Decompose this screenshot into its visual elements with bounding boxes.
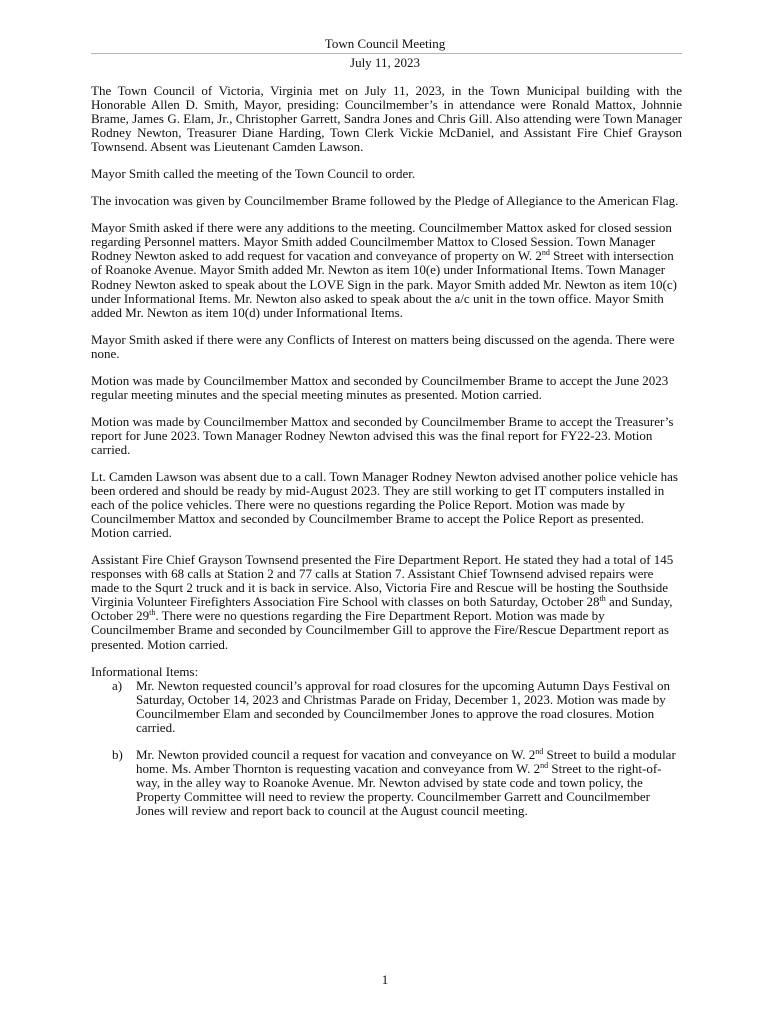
fire-report-text-3: . There were no questions regarding the Fire Department Report. Motion was made by Councilmember Brame and seconded by Councilmember Gill to approve the Fire/Rescue Department report as presented. Motion carried. — [91, 608, 669, 652]
minutes-motion-paragraph: Motion was made by Councilmember Mattox and seconded by Councilmember Brame to accept the June 2023 regular meeting minutes and the special meeting minutes as presented. Motion carried. — [91, 372, 669, 402]
informational-items-heading: Informational Items: — [91, 663, 199, 679]
informational-items-list — [91, 679, 682, 818]
header-rule — [91, 53, 682, 54]
call-to-order-paragraph: Mayor Smith called the meeting of the Town Council to order. — [91, 166, 416, 182]
list-item-text-2: Street to build a modular home. Ms. Amber Thornton is requesting vacation and conveyance from W. 2 — [136, 746, 676, 776]
document-title: Town Council Meeting — [324, 36, 446, 51]
additions-text-2: Street with intersection of Roanoke Avenue. Mayor Smith added Mr. Newton as item 10(e) under Informational Items. Town Manager Rodney Newton asked to speak about the LOVE Sign in the park. Mayor Smith added Mr. Newton as item 10(c) under Informational Items. Mr. Newton also asked to speak about the a/c unit in the town office. Mayor Smith added Mr. Newton as item 10(d) under Informational Items. — [91, 248, 677, 320]
page-number: 1 — [381, 972, 389, 987]
treasurer-motion-paragraph: Motion was made by Councilmember Mattox and seconded by Councilmember Brame to accept the Treasurer’s report for June 2023. Town Manager Rodney Newton advised this was the final report for FY22-23. Motion carried. — [91, 413, 674, 457]
list-item-text: Mr. Newton requested council’s approval for road closures for the upcoming Autumn Days Festival on Saturday, October 14, 2023 and Christmas Parade on Friday, December 1, 2023. Motion was made by Councilmember Elam and seconded by Councilmember Jones to approve the road closures. Motion carried. — [136, 677, 670, 735]
attendance-paragraph: The Town Council of Victoria, Virginia met on July 11, 2023, in the Town Municipal building with the Honorable Allen D. Smith, Mayor, presiding: Councilmember’s in attendance were Ronald Mattox, Johnnie Brame, James G. Elam, Jr., Christopher Garrett, Sandra Jones and Chris Gill. Also attending were Town Manager Rodney Newton, Treasurer Diane Harding, Town Clerk Vickie McDaniel, and Assistant Fire Chief Grayson Townsend. Absent was Lieutenant Camden Lawson. — [91, 83, 682, 155]
police-report-paragraph: Lt. Camden Lawson was absent due to a call. Town Manager Rodney Newton advised another police vehicle has been ordered and should be ready by mid-August 2023. They are still working to get IT computers installed in each of the police vehicles. There were no questions regarding the Police Report. Motion was made by Councilmember Mattox and seconded by Councilmember Brame to accept the Police Report as presented. Motion carried. — [91, 468, 678, 541]
additions-text-1: Mayor Smith asked if there were any additions to the meeting. Councilmember Mattox asked for closed session regarding Personnel matters. Mayor Smith added Councilmember Mattox to Closed Session. Town Manager Rodney Newton asked to add request for vacation and conveyance of property on W. 2 — [91, 220, 672, 264]
ordinal-suffix: th — [599, 594, 606, 604]
conflicts-paragraph: Mayor Smith asked if there were any Conflicts of Interest on matters being discussed on the agenda. There were none. — [91, 331, 675, 361]
minutes-body — [91, 84, 682, 831]
fire-report-text-1: Assistant Fire Chief Grayson Townsend presented the Fire Department Report. He stated they had a total of 145 responses with 68 calls at Station 2 and 77 calls at Station 7. Assistant Chief Townsend advised repairs were made to the Squrt 2 truck and it is back in service. Also, Victoria Fire and Rescue will be hosting the Southside Virginia Volunteer Firefighters Association Fire School with classes on both Saturday, October 28 — [91, 552, 674, 610]
list-item — [91, 748, 682, 818]
list-marker: a) — [112, 677, 123, 693]
fire-report-paragraph — [91, 553, 682, 651]
meeting-date: July 11, 2023 — [350, 55, 420, 70]
list-marker: b) — [112, 746, 123, 762]
list-item-text-3: Street to the right-of-way, in the alley way to Roanoke Avenue. Mr. Newton advised by state code and town policy, the Property Committee will need to review the property. Councilmember Garrett and Councilmember Jones will review and report back to council at the August council meeting. — [136, 760, 662, 818]
additions-paragraph — [91, 221, 682, 319]
ordinal-suffix: nd — [540, 760, 549, 770]
invocation-paragraph: The invocation was given by Councilmember Brame followed by the Pledge of Allegiance to the American Flag. — [91, 193, 679, 209]
fire-report-text-2: and Sunday, October 29 — [91, 594, 673, 624]
list-item — [91, 679, 682, 735]
ordinal-suffix: nd — [541, 248, 550, 258]
ordinal-suffix: th — [149, 608, 156, 618]
list-item-text-1: Mr. Newton provided council a request for vacation and conveyance on W. 2 — [136, 746, 536, 762]
ordinal-suffix: nd — [535, 746, 544, 756]
